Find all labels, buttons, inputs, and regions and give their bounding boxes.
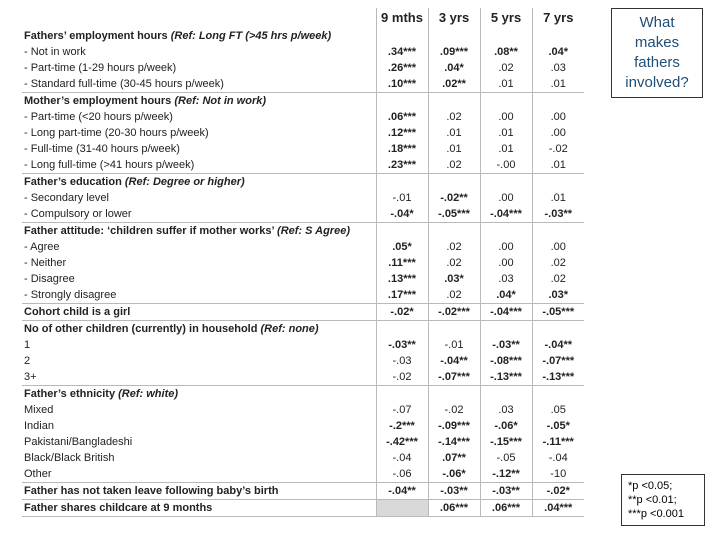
coefficient-cell: -.02* <box>376 304 428 321</box>
table-row <box>22 369 584 386</box>
coefficient-cell: .05 <box>532 402 584 418</box>
table-row <box>22 206 584 223</box>
coefficient-cell <box>480 174 532 191</box>
callout-line: What <box>639 14 675 31</box>
coefficient-cell <box>532 223 584 240</box>
coefficient-cell: .02 <box>532 255 584 271</box>
coefficient-cell: .06*** <box>428 500 480 517</box>
coefficient-cell: .05* <box>376 239 428 255</box>
header-cell-7-yrs: 7 yrs <box>532 8 584 28</box>
table-row <box>22 450 584 466</box>
row-label <box>22 76 376 93</box>
coefficient-cell: -.06* <box>428 466 480 483</box>
coefficient-cell: .02 <box>428 157 480 174</box>
row-label-text: - Not in work <box>24 46 86 58</box>
coefficient-cell: -10 <box>532 466 584 483</box>
coefficient-cell: .02 <box>428 109 480 125</box>
row-label <box>22 141 376 157</box>
coefficient-cell: -.05 <box>480 450 532 466</box>
reference-category: (Ref: Long FT (>45 hrs p/week) <box>170 30 332 42</box>
coefficient-cell: -.42*** <box>376 434 428 450</box>
row-label-text: - Strongly disagree <box>24 289 117 301</box>
callout-box <box>611 8 703 98</box>
coefficient-cell: .07** <box>428 450 480 466</box>
row-label <box>22 44 376 60</box>
row-label <box>22 174 376 191</box>
coefficient-cell: .02 <box>480 60 532 76</box>
coefficient-cell <box>376 174 428 191</box>
coefficient-cell: -.04* <box>376 206 428 223</box>
coefficient-cell: -.05* <box>532 418 584 434</box>
coefficient-cell: -.2*** <box>376 418 428 434</box>
section-header-row <box>22 386 584 403</box>
row-label <box>22 93 376 110</box>
coefficient-cell: -.03** <box>480 337 532 353</box>
row-label-text: Father’s education <box>24 176 122 188</box>
coefficient-cell: -.13*** <box>532 369 584 386</box>
coefficient-cell: .00 <box>532 239 584 255</box>
coefficient-cell <box>480 223 532 240</box>
row-label-text: 3+ <box>24 371 37 383</box>
coefficient-cell: -.02*** <box>428 304 480 321</box>
coefficient-cell: .03 <box>532 60 584 76</box>
row-label-text: - Compulsory or lower <box>24 208 132 220</box>
row-label <box>22 190 376 206</box>
section-header-row <box>22 93 584 110</box>
coefficient-cell: -.03 <box>376 353 428 369</box>
section-header-row <box>22 174 584 191</box>
row-label <box>22 304 376 321</box>
row-label <box>22 434 376 450</box>
table-body <box>22 28 584 517</box>
coefficient-cell: .12*** <box>376 125 428 141</box>
coefficient-cell: -.13*** <box>480 369 532 386</box>
coefficient-cell: -.11*** <box>532 434 584 450</box>
table-row <box>22 500 584 517</box>
coefficient-cell <box>428 386 480 403</box>
row-label <box>22 60 376 76</box>
coefficient-cell: .03* <box>428 271 480 287</box>
coefficient-cell: .01 <box>428 125 480 141</box>
coefficient-cell <box>532 93 584 110</box>
table-row <box>22 157 584 174</box>
legend-line: **p <0.01; <box>628 494 677 506</box>
table-row <box>22 434 584 450</box>
coefficient-cell <box>480 93 532 110</box>
legend-line: ***p <0.001 <box>628 508 684 520</box>
coefficient-cell: .08** <box>480 44 532 60</box>
section-header-row <box>22 28 584 44</box>
table-header <box>22 8 584 28</box>
row-label-text: - Disagree <box>24 273 75 285</box>
row-label <box>22 483 376 500</box>
header-cell-9-mths: 9 mths <box>376 8 428 28</box>
coefficient-cell: .01 <box>428 141 480 157</box>
coefficient-cell <box>480 321 532 338</box>
callout-line: fathers <box>634 54 680 71</box>
coefficient-cell: .03 <box>480 271 532 287</box>
coefficient-cell: .13*** <box>376 271 428 287</box>
coefficient-cell <box>428 174 480 191</box>
coefficient-cell <box>376 386 428 403</box>
table-row <box>22 337 584 353</box>
row-label-text: Black/Black British <box>24 452 115 464</box>
table-row <box>22 239 584 255</box>
significance-legend <box>621 474 705 526</box>
header-cell-5-yrs: 5 yrs <box>480 8 532 28</box>
coefficient-cell: .04* <box>480 287 532 304</box>
coefficient-cell <box>532 28 584 44</box>
row-label <box>22 321 376 338</box>
table-row <box>22 418 584 434</box>
coefficient-cell: .26*** <box>376 60 428 76</box>
coefficient-cell: -.05*** <box>532 304 584 321</box>
header-row <box>22 8 584 28</box>
coefficient-cell: .02 <box>428 239 480 255</box>
coefficient-cell: -.04** <box>376 483 428 500</box>
row-label-text: Father’s ethnicity <box>24 388 116 400</box>
coefficient-cell <box>428 28 480 44</box>
row-label-text: Father attitude: ‘children suffer if mother works’ <box>24 225 274 237</box>
coefficient-cell: -.07*** <box>428 369 480 386</box>
coefficient-cell: .00 <box>532 109 584 125</box>
coefficient-cell: .02 <box>428 287 480 304</box>
row-label <box>22 206 376 223</box>
row-label <box>22 109 376 125</box>
coefficient-cell <box>376 321 428 338</box>
coefficient-cell: .01 <box>532 190 584 206</box>
table-row <box>22 466 584 483</box>
row-label-text: Father has not taken leave following baby’s birth <box>24 485 279 497</box>
coefficient-cell: .18*** <box>376 141 428 157</box>
row-label <box>22 287 376 304</box>
row-label-text: - Long full-time (>41 hours p/week) <box>24 159 195 171</box>
header-cell-3-yrs: 3 yrs <box>428 8 480 28</box>
coefficient-cell: .09*** <box>428 44 480 60</box>
coefficient-cell <box>532 174 584 191</box>
coefficient-cell: -.06* <box>480 418 532 434</box>
table-row <box>22 125 584 141</box>
coefficient-cell: .01 <box>480 141 532 157</box>
coefficient-cell <box>480 386 532 403</box>
row-label-text: - Neither <box>24 257 67 269</box>
row-label <box>22 386 376 403</box>
reference-category: (Ref: none) <box>260 323 319 335</box>
table-row <box>22 109 584 125</box>
row-label <box>22 239 376 255</box>
row-label-text: Mother’s employment hours <box>24 95 172 107</box>
row-label <box>22 271 376 287</box>
coefficient-cell: -.06 <box>376 466 428 483</box>
coefficient-cell: .00 <box>480 109 532 125</box>
row-label <box>22 157 376 174</box>
coefficient-cell: -.07 <box>376 402 428 418</box>
coefficient-cell: -.02* <box>532 483 584 500</box>
reference-category: (Ref: Not in work) <box>174 95 267 107</box>
coefficient-cell: -.04 <box>532 450 584 466</box>
coefficient-cell: .01 <box>480 125 532 141</box>
coefficient-cell: .34*** <box>376 44 428 60</box>
coefficient-cell: -.00 <box>480 157 532 174</box>
row-label-text: Mixed <box>24 404 54 416</box>
row-label <box>22 255 376 271</box>
coefficient-cell: -.02** <box>428 190 480 206</box>
table-row <box>22 190 584 206</box>
table-row <box>22 402 584 418</box>
coefficient-cell: .10*** <box>376 76 428 93</box>
row-label-text: - Part-time (1-29 hours p/week) <box>24 62 177 74</box>
coefficient-cell <box>480 28 532 44</box>
row-label <box>22 466 376 483</box>
row-label-text: Cohort child is a girl <box>24 306 131 318</box>
regression-table <box>22 8 584 517</box>
table-row <box>22 353 584 369</box>
row-label <box>22 337 376 353</box>
coefficient-cell: -.04 <box>376 450 428 466</box>
table-row <box>22 44 584 60</box>
row-label <box>22 418 376 434</box>
reference-category: (Ref: white) <box>118 388 179 400</box>
table-row <box>22 304 584 321</box>
coefficient-cell: -.07*** <box>532 353 584 369</box>
row-label-text: 2 <box>24 355 31 367</box>
coefficient-cell: -.03** <box>376 337 428 353</box>
coefficient-cell: .00 <box>480 255 532 271</box>
row-label-text: 1 <box>24 339 31 351</box>
table-row <box>22 271 584 287</box>
table-row <box>22 483 584 500</box>
coefficient-cell: -.04** <box>532 337 584 353</box>
coefficient-cell: .03* <box>532 287 584 304</box>
coefficient-cell: -.04*** <box>480 206 532 223</box>
coefficient-cell: .02** <box>428 76 480 93</box>
row-label <box>22 402 376 418</box>
table-row <box>22 141 584 157</box>
row-label <box>22 369 376 386</box>
coefficient-cell <box>428 223 480 240</box>
coefficient-cell: -.02 <box>376 369 428 386</box>
legend-line: *p <0.05; <box>628 480 673 492</box>
row-label-text: - Secondary level <box>24 192 109 204</box>
coefficient-cell: .17*** <box>376 287 428 304</box>
coefficient-cell: .23*** <box>376 157 428 174</box>
coefficient-cell: -.01 <box>428 337 480 353</box>
section-header-row <box>22 321 584 338</box>
coefficient-cell: .01 <box>532 76 584 93</box>
row-label <box>22 223 376 240</box>
row-label <box>22 500 376 517</box>
row-label-text: - Full-time (31-40 hours p/week) <box>24 143 180 155</box>
table-row <box>22 287 584 304</box>
coefficient-cell: -.03** <box>532 206 584 223</box>
coefficient-cell: .04*** <box>532 500 584 517</box>
row-label-text: - Part-time (<20 hours p/week) <box>24 111 173 123</box>
reference-category: (Ref: Degree or higher) <box>124 176 245 188</box>
table-row <box>22 76 584 93</box>
row-label-text: Other <box>24 468 52 480</box>
coefficient-cell: -.03** <box>480 483 532 500</box>
coefficient-cell: -.04*** <box>480 304 532 321</box>
row-label-text: No of other children (currently) in household <box>24 323 258 335</box>
coefficient-cell: .00 <box>480 190 532 206</box>
coefficient-cell <box>376 28 428 44</box>
reference-category: (Ref: S Agree) <box>277 225 350 237</box>
row-label-text: Father shares childcare at 9 months <box>24 502 213 514</box>
callout-line: makes <box>634 34 680 51</box>
coefficient-cell: -.02 <box>532 141 584 157</box>
coefficient-cell: -.02 <box>428 402 480 418</box>
coefficient-cell <box>532 386 584 403</box>
row-label-text: - Standard full-time (30-45 hours p/week) <box>24 78 224 90</box>
coefficient-cell: -.15*** <box>480 434 532 450</box>
coefficient-cell: .01 <box>480 76 532 93</box>
callout-line: involved? <box>625 74 689 91</box>
coefficient-cell: -.12** <box>480 466 532 483</box>
row-label-text: - Agree <box>24 241 60 253</box>
coefficient-cell: .04* <box>428 60 480 76</box>
coefficient-cell: -.03** <box>428 483 480 500</box>
coefficient-cell: .06*** <box>376 109 428 125</box>
coefficient-cell <box>376 500 428 517</box>
table-row <box>22 60 584 76</box>
coefficient-cell <box>376 223 428 240</box>
coefficient-cell: .04* <box>532 44 584 60</box>
coefficient-cell <box>532 321 584 338</box>
row-label <box>22 28 376 44</box>
row-label-text: - Long part-time (20-30 hours p/week) <box>24 127 209 139</box>
coefficient-cell <box>428 321 480 338</box>
row-label-text: Fathers’ employment hours <box>24 30 168 42</box>
coefficient-cell <box>428 93 480 110</box>
row-label <box>22 353 376 369</box>
table-row <box>22 255 584 271</box>
coefficient-cell: .02 <box>428 255 480 271</box>
coefficient-cell: -.14*** <box>428 434 480 450</box>
header-cell-label <box>22 8 376 28</box>
coefficient-cell: .11*** <box>376 255 428 271</box>
coefficient-cell: .02 <box>532 271 584 287</box>
coefficient-cell <box>376 93 428 110</box>
coefficient-cell: -.04** <box>428 353 480 369</box>
coefficient-cell: -.09*** <box>428 418 480 434</box>
coefficient-cell: .01 <box>532 157 584 174</box>
coefficient-cell: .00 <box>532 125 584 141</box>
coefficient-cell: -.08*** <box>480 353 532 369</box>
coefficient-cell: -.05*** <box>428 206 480 223</box>
row-label-text: Indian <box>24 420 54 432</box>
coefficient-cell: .00 <box>480 239 532 255</box>
row-label-text: Pakistani/Bangladeshi <box>24 436 133 448</box>
row-label <box>22 125 376 141</box>
row-label <box>22 450 376 466</box>
section-header-row <box>22 223 584 240</box>
coefficient-cell: .06*** <box>480 500 532 517</box>
coefficient-cell: .03 <box>480 402 532 418</box>
coefficient-cell: -.01 <box>376 190 428 206</box>
